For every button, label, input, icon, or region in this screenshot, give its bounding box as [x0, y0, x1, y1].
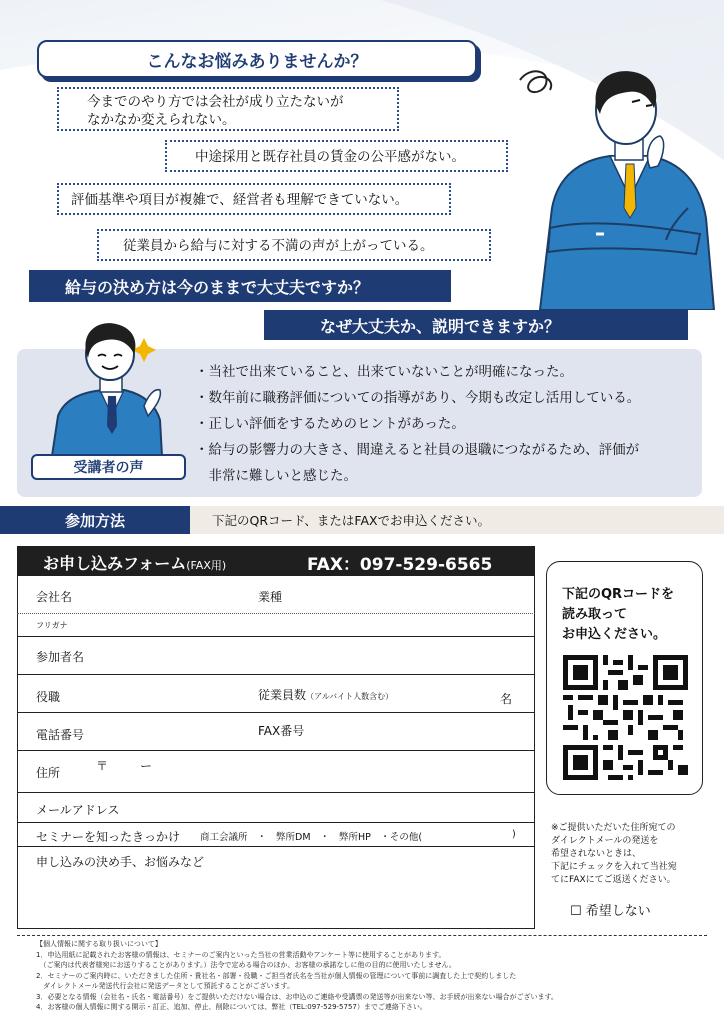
- question-bar-2: なぜ大丈夫か、説明できますか？: [264, 310, 688, 340]
- privacy-policy: [36, 939, 716, 1013]
- application-form-header: [17, 546, 535, 576]
- privacy-line: 3．必要となる情報（会社名・氏名・電話番号）をご提供いただけない場合は、お申込のご連絡や受講票の発送等が出来ない等、お手続が出来ない場合がございます。: [36, 992, 558, 1001]
- dm-optout-checkbox[interactable]: ☐ 希望しない: [570, 904, 651, 919]
- industry-field[interactable]: 業種: [258, 590, 283, 604]
- participation-method-text: 下記のQRコード、またはFAXでお申込ください。: [212, 513, 491, 528]
- privacy-line: 1．申込用紙に記載されたお客様の情報は、セミナーのご案内といった当社の営業活動やアンケート等に使用することがあります。: [36, 950, 446, 959]
- dm-optout-note: ※ご提供いただいた住所宛ての ダイレクトメールの発送を 希望されないときは、 下記にチェックを入れて当社宛 てにFAXにてご返送ください。: [551, 823, 677, 885]
- privacy-divider: [17, 935, 707, 936]
- form-title: お申し込みフォーム(FAX用): [43, 554, 227, 573]
- smiling-businessman-illustration: [44, 316, 174, 456]
- seminar-trigger-options[interactable]: 商工会議所 ・ 弊所DM ・ 弊所HP ・その他(: [200, 832, 423, 843]
- company-field[interactable]: 会社名: [36, 590, 73, 604]
- seminar-trigger-label: セミナーを知ったきっかけ: [36, 830, 181, 844]
- privacy-line: （ご案内は代表者様宛にお送りすることがあります。）法令で定める場合のほか、お客様の承諾なしに他の目的に使用いたしません。: [36, 961, 456, 969]
- postal-dash: ー: [140, 759, 153, 773]
- qr-instruction: 下記のQRコードを 読み取って お申込ください。: [562, 587, 675, 642]
- form-fax-number: FAX：097-529-6565: [307, 555, 493, 575]
- qr-code-icon[interactable]: [563, 655, 688, 780]
- question-bar-1: 給与の決め方は今のままで大丈夫ですか？: [29, 270, 451, 302]
- email-field[interactable]: メールアドレス: [36, 803, 120, 817]
- worry-item-1: 今までのやり方では会社が成り立たないが なかなか変えられない。: [57, 87, 399, 131]
- thinking-businessman-illustration: [500, 58, 720, 310]
- decision-reason-field[interactable]: 申し込みの決め手、お悩みなど: [36, 855, 205, 869]
- postal-mark: 〒: [96, 759, 109, 773]
- employees-field[interactable]: 従業員数（アルバイト人数含む）: [258, 688, 394, 702]
- participant-voices-list: [195, 359, 695, 489]
- employees-unit: 名: [500, 692, 513, 706]
- worries-title: こんなお悩みありませんか？: [37, 40, 477, 78]
- voice-item: 非常に難しいと感じた。: [195, 468, 357, 484]
- participant-voices-tag: 受講者の声: [31, 454, 186, 480]
- furigana-field[interactable]: フリガナ: [36, 621, 68, 630]
- worry-item-2: 中途採用と既存社員の賃金の公平感がない。: [165, 140, 508, 172]
- address-field[interactable]: 住所: [36, 766, 61, 780]
- position-field[interactable]: 役職: [36, 690, 61, 704]
- voice-item: ・給与の影響力の大きさ、間違えると社員の退職につながるため、評価が: [195, 442, 640, 458]
- participation-method-label: 参加方法: [0, 506, 190, 534]
- privacy-line: ダイレクトメール発送代行会社に発送データとして預託することがございます。: [36, 982, 294, 990]
- fax-number-field[interactable]: FAX番号: [258, 724, 305, 738]
- worry-item-4: 従業員から給与に対する不満の声が上がっている。: [97, 229, 491, 261]
- voice-item: ・正しい評価をするためのヒントがあった。: [195, 416, 465, 432]
- seminar-trigger-close: ): [512, 829, 516, 840]
- participant-name-field[interactable]: 参加者名: [36, 650, 85, 664]
- privacy-line: 4．お客様の個人情報に関する開示・訂正、追加、停止、削除については、弊社（TEL:097-529-5757）までご連絡下さい。: [36, 1003, 427, 1011]
- voice-item: ・数年前に職務評価についての指導があり、今期も改定し活用している。: [195, 390, 641, 406]
- phone-field[interactable]: 電話番号: [36, 728, 85, 742]
- privacy-heading: 【個人情報に関する取り扱いについて】: [36, 940, 162, 948]
- voice-item: ・当社で出来ていること、出来ていないことが明確になった。: [195, 364, 573, 380]
- worry-item-3: 評価基準や項目が複雑で、経営者も理解できていない。: [57, 183, 451, 215]
- privacy-line: 2．セミナーのご案内時に、いただきました住所・貴社名・部署・役職・ご担当者氏名を当社が個人情報の管理について事前に調査した上で契約しました: [36, 971, 517, 980]
